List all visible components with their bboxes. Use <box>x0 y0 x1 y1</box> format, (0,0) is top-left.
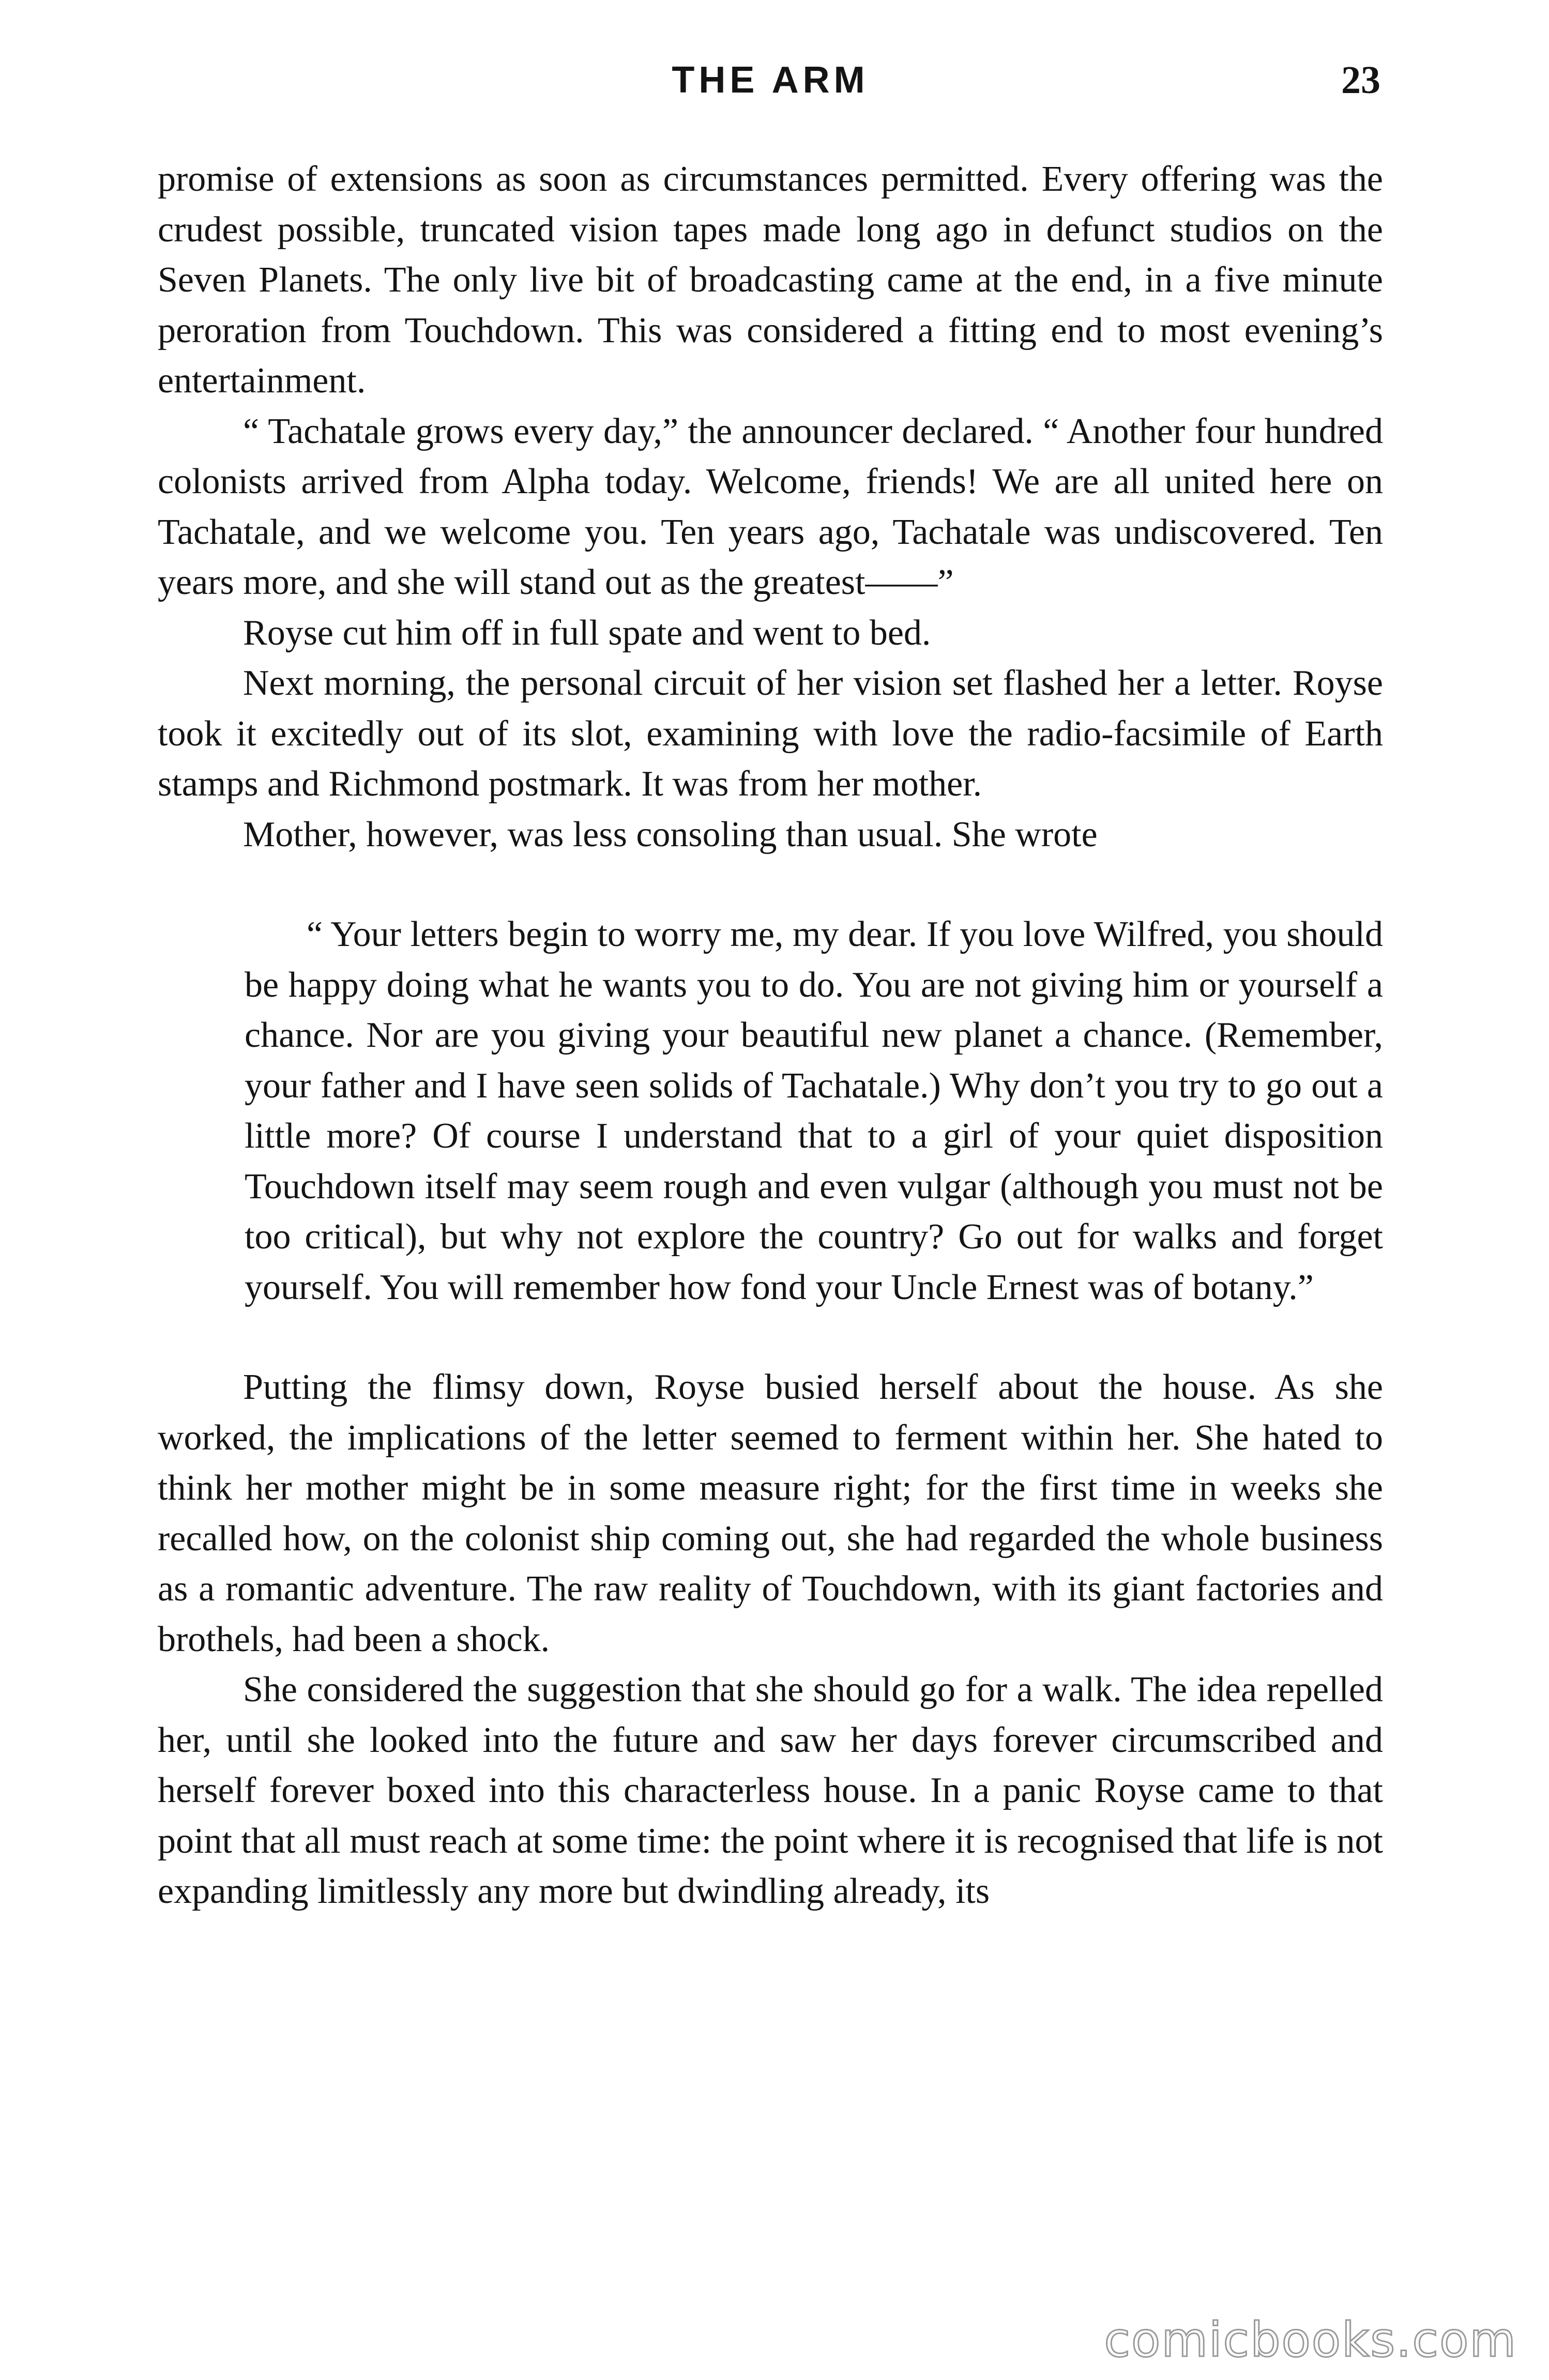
body-text <box>158 154 1383 1917</box>
paragraph-announcer: “ Tachatale grows every day,” the announcer declared. “ Another four hundred colonists arrived from Alpha today. Welcome, friends! We are all united here on Tachatale, and we welcome you. Ten years ago, Tachatale was undiscovered. Ten years more, and she will stand out as the greatest——” <box>158 411 1383 602</box>
paragraph-bed: Royse cut him off in full spate and went to bed. <box>243 613 931 653</box>
paragraph-mother-wrote: Mother, however, was less consoling than usual. She wrote <box>243 814 1098 855</box>
letter-quote: “ Your letters begin to worry me, my dear. If you love Wilfred, you should be happy doing what he wants you to do. You are not giving him or yourself a chance. Nor are you giving your beautiful new planet a chance. (Remember, your father and I have seen solids of Tachatale.) Why don’t you try to go out a little more? Of course I understand that to a girl of your quiet disposition Touchdown itself may seem rough and even vulgar (although you must not be too critical), but why not explore the country? Go out for walks and forget yourself. You will remember how fond your Uncle Ernest was of botany.” <box>245 914 1383 1307</box>
running-title: THE ARM <box>672 59 869 101</box>
paragraph-letter-arrives: Next morning, the personal circuit of her vision set flashed her a letter. Royse took it excitedly out of its slot, examining with love the radio-facsimile of Earth stamps and Richmond postmark. It was from her mother. <box>158 663 1383 804</box>
paragraph-walk: She considered the suggestion that she should go for a walk. The idea repelled her, until she looked into the future and saw her days forever circumscribed and herself forever boxed into this characterless house. In a panic Royse came to that point that all must reach at some time: the point where it is recognised that life is not expanding limitlessly any more but dwindling already, its <box>158 1670 1383 1911</box>
running-head <box>160 52 1380 109</box>
paragraph-continued: promise of extensions as soon as circumstances permitted. Every offering was the crudest possible, truncated vision tapes made long ago in defunct studios on the Seven Planets. The only live bit of broadcasting came at the end, in a five minute peroration from Touchdown. This was considered a fitting end to most evening’s entertainment. <box>158 159 1383 401</box>
paragraph-flimsy: Putting the flimsy down, Royse busied herself about the house. As she worked, the implications of the letter seemed to ferment within her. She hated to think her mother might be in some measure right; for the first time in weeks she recalled how, on the colonist ship coming out, she had regarded the whole business as a romantic adventure. The raw reality of Touchdown, with its giant factories and brothels, had been a shock. <box>158 1367 1383 1659</box>
page-number: 23 <box>1341 58 1380 102</box>
watermark-logo: comicbooks.com <box>1104 2312 1517 2368</box>
